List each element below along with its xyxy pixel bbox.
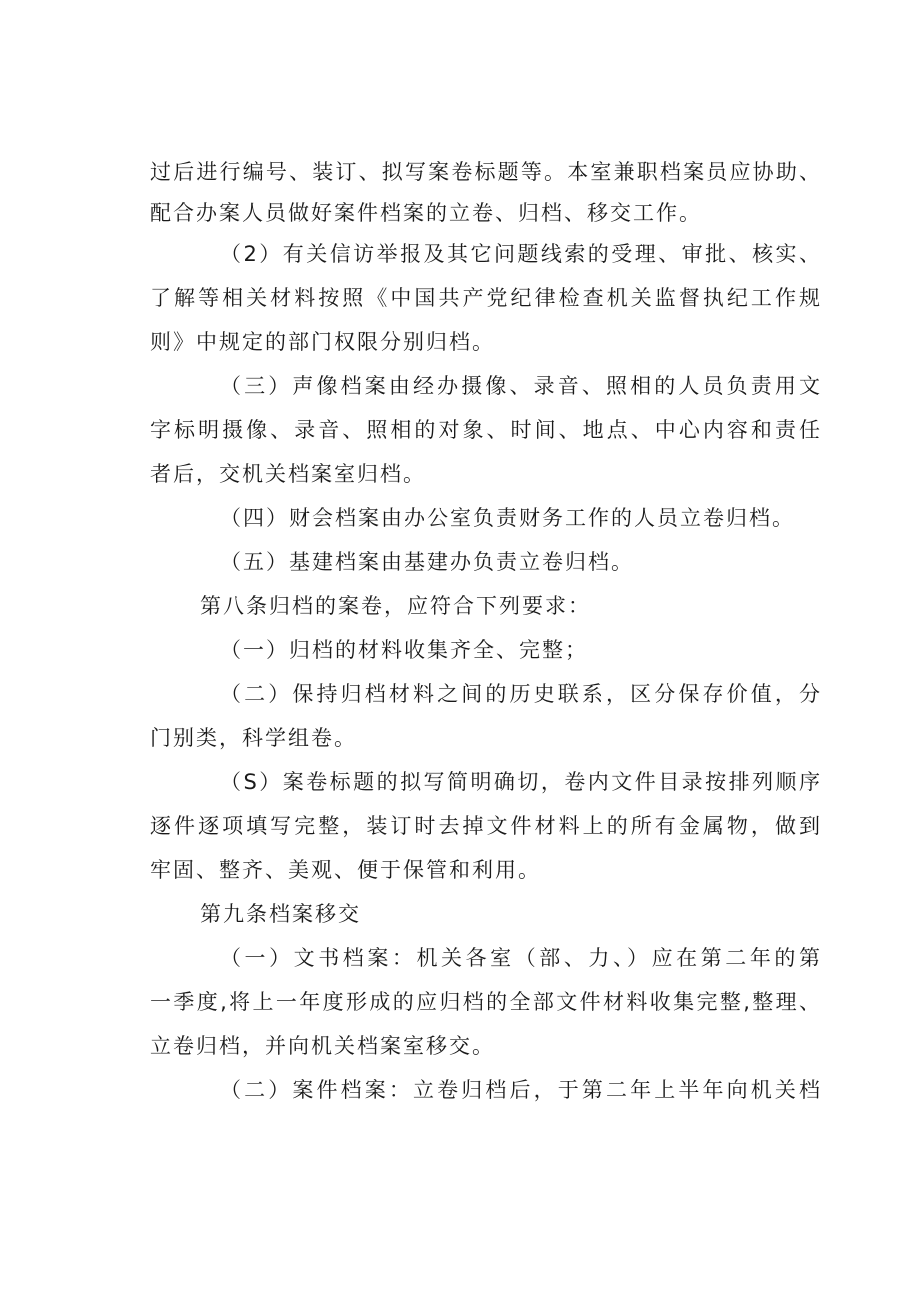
text-line: （一）归档的材料收集齐全、完整； [220,638,588,662]
text-line: 门别类，科学组卷。 [150,726,357,750]
text-line: 过后进行编号、装订、拟写案卷标题等。本室兼职档案员应协助、 [150,160,820,184]
text-line: （一）文书档案：机关各室（部、力、）应在第二年的第 [220,946,820,970]
text-line: （四）财会档案由办公室负责财务工作的人员立卷归档。 [220,506,795,530]
text-line: （三）声像档案由经办摄像、录音、照相的人员负责用文 [220,374,820,398]
text-line: 一季度,将上一年度形成的应归档的全部文件材料收集完整,整理、 [150,990,820,1014]
article-heading: 第八条归档的案卷，应符合下列要求： [200,594,591,618]
text-line: （五）基建档案由基建办负责立卷归档。 [220,550,634,574]
text-line: 者后，交机关档案室归档。 [150,462,426,486]
text-line: （S）案卷标题的拟写简明确切，卷内文件目录按排列顺序 [220,770,820,794]
text-line: 配合办案人员做好案件档案的立卷、归档、移交工作。 [150,201,702,225]
text-line: （二）保持归档材料之间的历史联系，区分保存价值，分 [220,682,820,706]
text-line: 逐件逐项填写完整，装订时去掉文件材料上的所有金属物，做到 [150,814,820,838]
text-line: 立卷归档，并向机关档案室移交。 [150,1034,495,1058]
text-line: 字标明摄像、录音、照相的对象、时间、地点、中心内容和责任 [150,418,820,442]
text-line: 牢固、整齐、美观、便于保管和利用。 [150,858,541,882]
text-line: 了解等相关材料按照《中国共产党纪律检查机关监督执纪工作规 [150,286,820,310]
text-line: （2）有关信访举报及其它问题线索的受理、审批、核实、 [220,242,820,266]
text-line: （二）案件档案：立卷归档后，于第二年上半年向机关档 [220,1078,820,1102]
article-heading: 第九条档案移交 [200,902,361,926]
text-line: 则》中规定的部门权限分别归档。 [150,330,495,354]
